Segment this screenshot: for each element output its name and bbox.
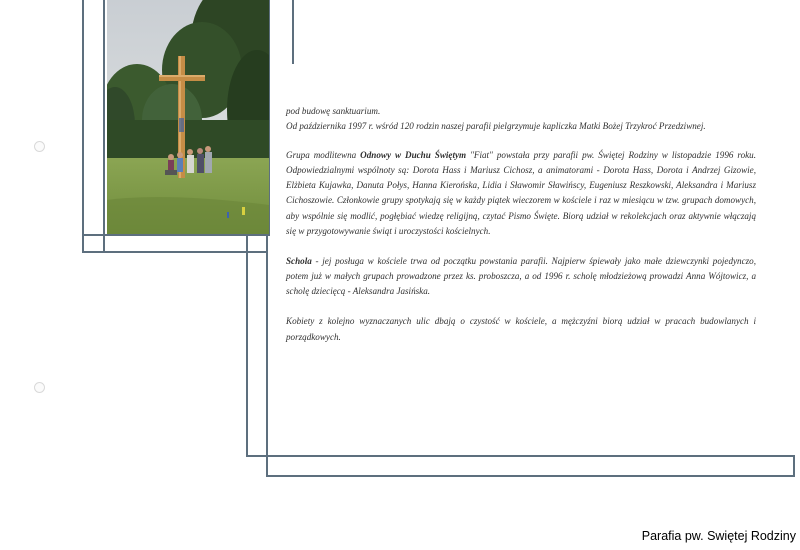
frame-line-bottom-1 xyxy=(246,455,794,457)
closing-paragraph: Kobiety z kolejno wyznaczanych ulic dbają o czystość w kościele, a mężczyźni biorą udział w pracach budowlanych i porządkowych. xyxy=(286,316,756,342)
frame-line-left-outer xyxy=(82,0,84,253)
frame-line-top-photo xyxy=(292,0,294,64)
frame-line-left-inner xyxy=(103,0,105,253)
frame-line-center-outer xyxy=(246,234,248,456)
frame-line-center-inner xyxy=(266,234,268,476)
renewal-group-name: Odnowy w Duchu Świętym xyxy=(360,149,467,160)
frame-line-under-photo-1 xyxy=(82,234,268,236)
intro-paragraph xyxy=(286,104,756,135)
frame-line-bottom-2 xyxy=(266,475,794,477)
schola-body: - jej posługa w kościele trwa od początku powstania parafii. Najpierw śpiewały jako małe dziewczynki pojedynczo, potem już w małych grupach prowadzone przez ks. proboszcza, a od 1996 r. scholę młodzieżową prowadzi Anna Wójtowicz, a scholę dziecięcą - Aleksandra Jasińska. xyxy=(286,255,756,297)
cross-photograph xyxy=(107,0,269,234)
schola-name: Schola xyxy=(286,255,312,266)
footer-parish-label: Parafia pw. Swiętej Rodziny xyxy=(641,529,796,543)
frame-line-under-photo-2 xyxy=(82,251,268,253)
renewal-paragraph xyxy=(286,148,756,240)
renewal-body: "Fiat" powstała przy parafii pw. Świętej Rodziny w listopadzie 1996 roku. Odpowiedzialnymi wspólnoty są: Dorota Hass i Mariusz Cichosz, a animatorami - Dorota Hass, Dorota i Andrzej Gizowie, Elżbieta Kujawka, Danuta Połys, Hanna Kierońska, Lidia i Sławomir Sławińscy, Eugeniusz Reszkowski, Aleksandra i Mariusz Cichoszowie. Członkowie grupy spotykają się w każdy piątek wieczorem w kościele i raz w miesiącu w tzw. grupach domowych, aby wspólnie się modlić, pogłębiać wiedzę religijną, czytać Pismo Święte. Biorą udział w rekolekcjach oraz aktywnie włączają się w przygotowywanie świąt i uroczystości kościelnych. xyxy=(286,149,756,237)
intro-line-2: Od października 1997 r. wśród 120 rodzin naszej parafii pielgrzymuje kapliczka Matki Bożej Trzykroć Przedziwnej. xyxy=(286,121,706,132)
cross-photo-image xyxy=(107,0,269,234)
intro-line-1: pod budowę sanktuarium. xyxy=(286,106,381,116)
punch-hole-bottom xyxy=(34,382,45,393)
frame-line-right xyxy=(793,455,795,477)
renewal-prefix: Grupa modlitewna xyxy=(286,149,361,160)
schola-paragraph xyxy=(286,254,756,300)
punch-hole-top xyxy=(34,141,45,152)
article-body xyxy=(286,104,756,359)
